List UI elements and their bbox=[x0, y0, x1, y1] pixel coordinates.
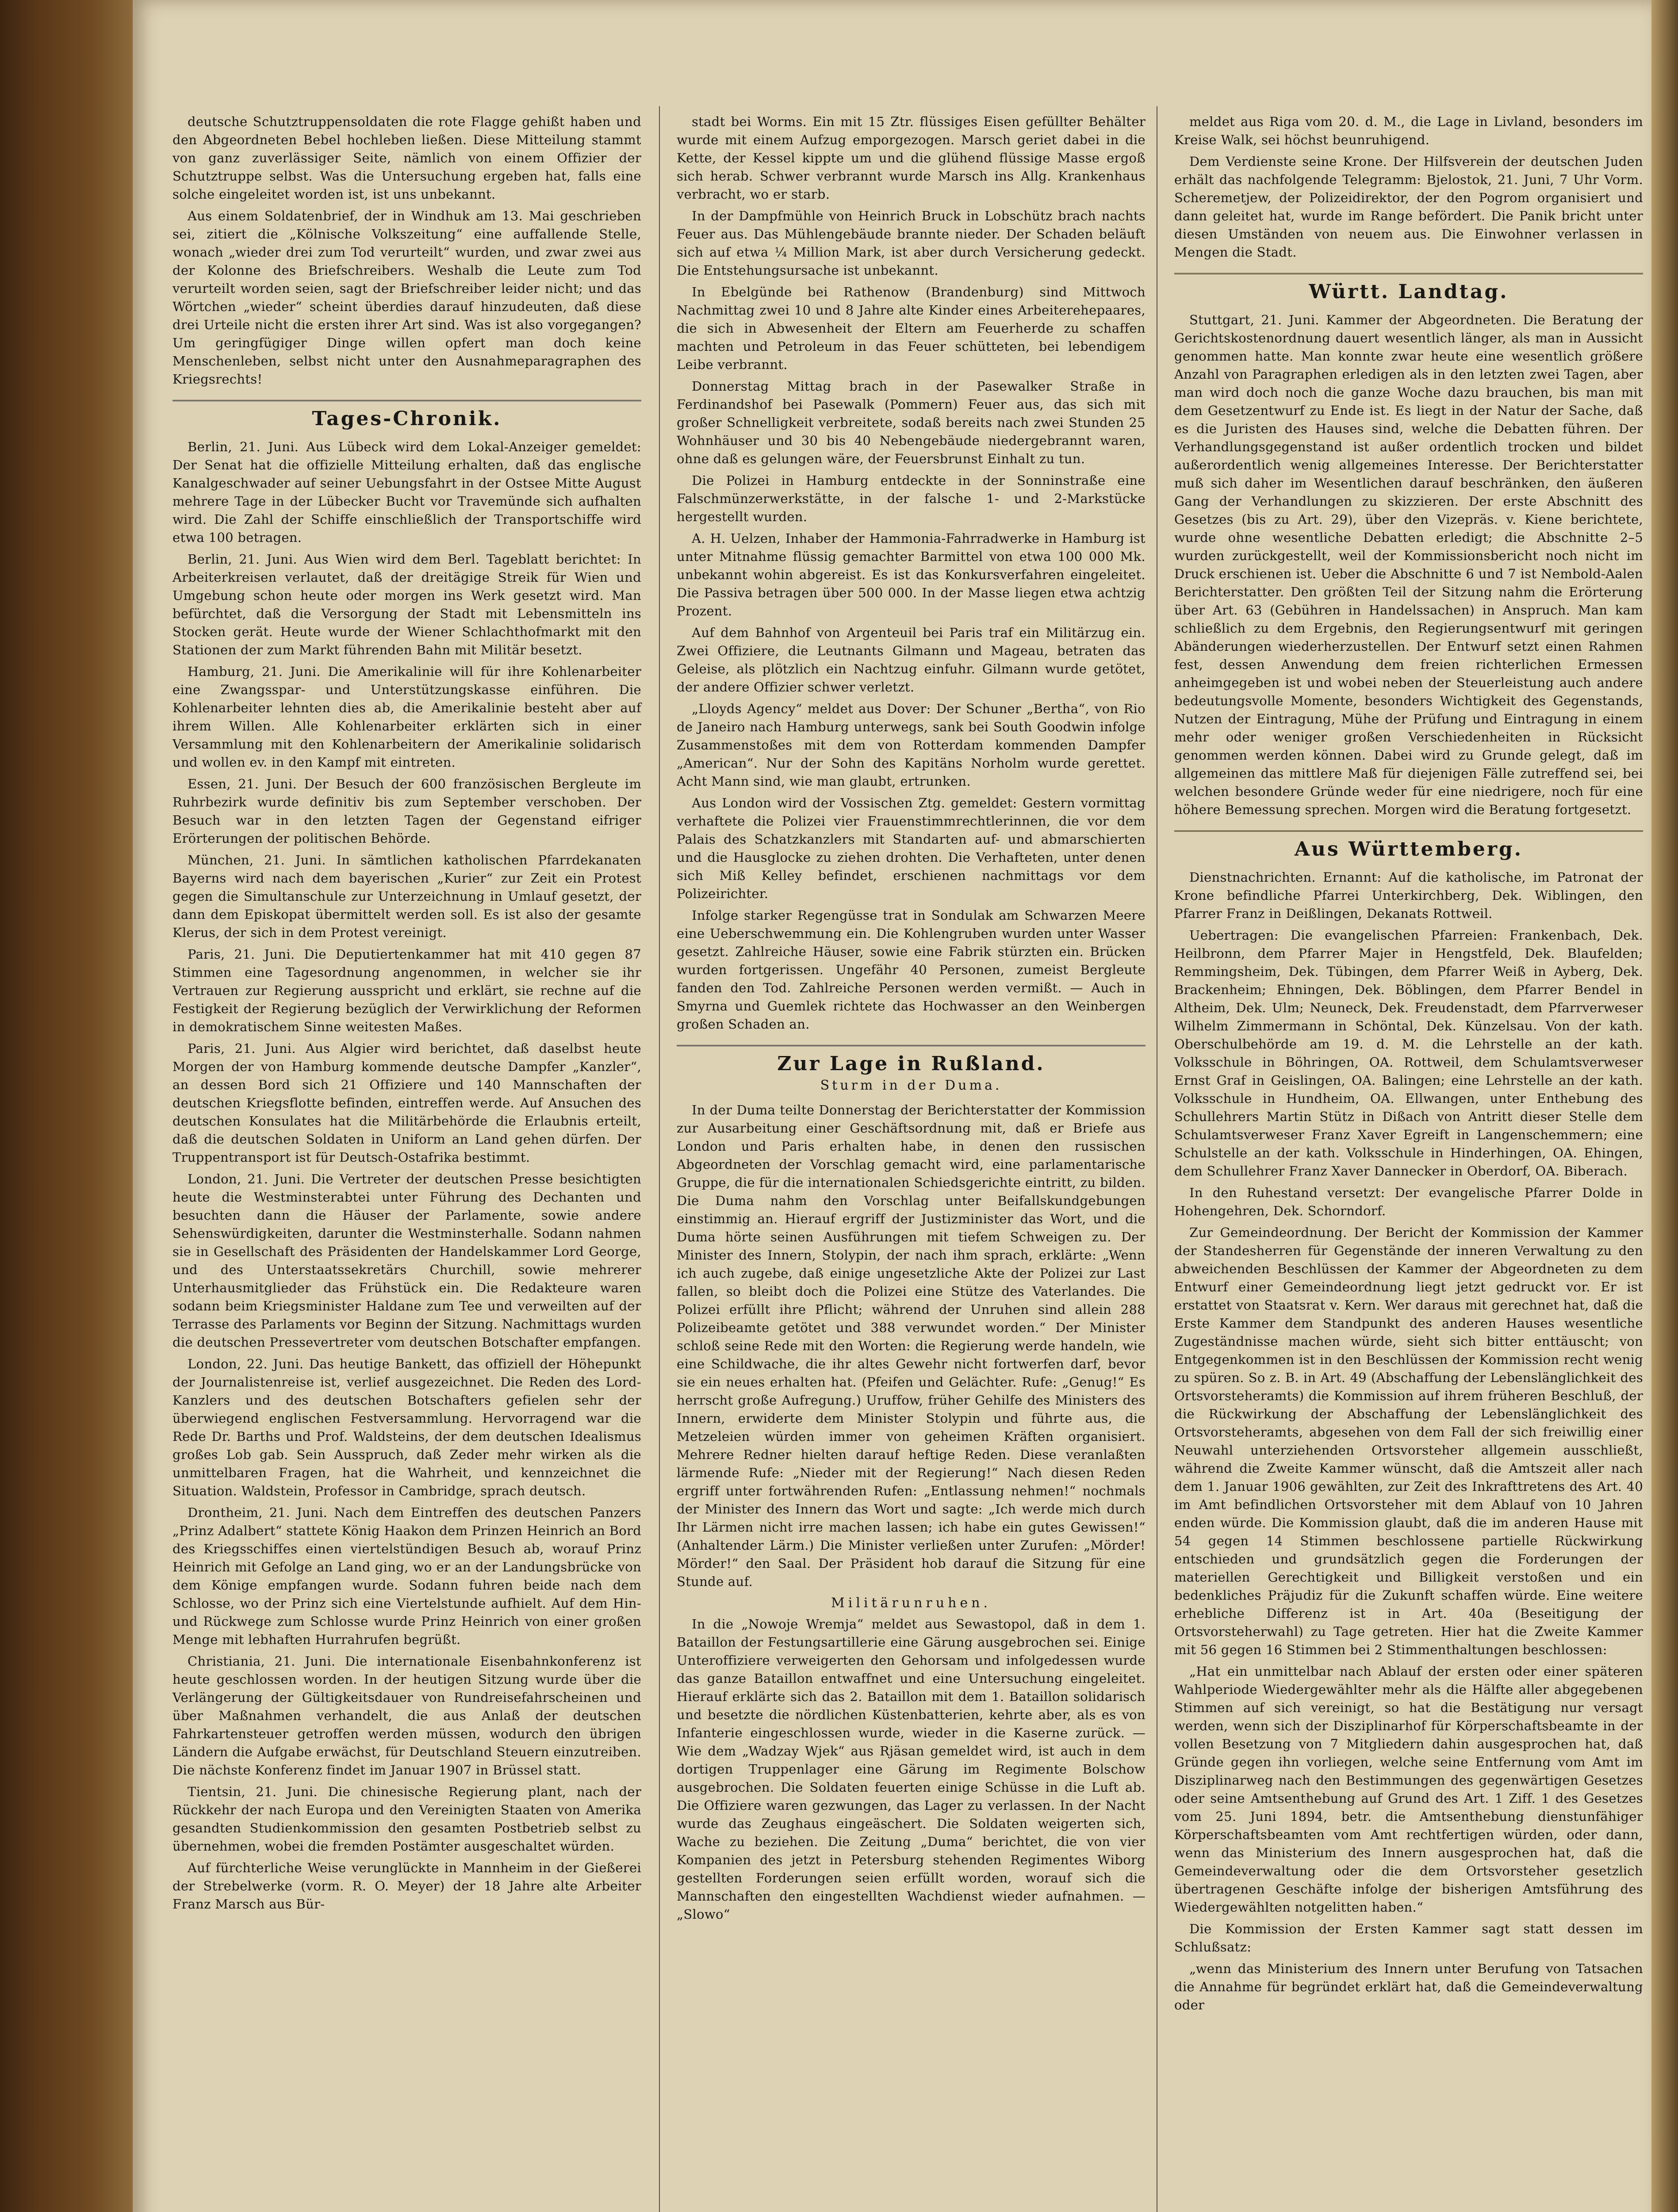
paragraph: In der Duma teilte Donnerstag der Berichterstatter der Kommission zur Ausarbeitung einer Geschäftsordnung mit, daß er Briefe aus London und Paris erhalten habe, in denen den russischen Abgeordneten der Vorschlag gemacht wird, eine parlamentarische Gruppe, die für die internationalen Schiedsgerichte eintritt, zu bilden. Die Duma nahm den Vorschlag unter Beifallskundgebungen einstimmig an. Hierauf ergriff der Justizminister das Wort, und die Duma hörte seinen Ausführungen mit tiefem Schweigen zu. Der Minister des Innern, Stolypin, der nach ihm sprach, erklärte: „Wenn ich auch zugebe, daß einige ungesetzliche Akte der Polizei zur Last fallen, so bleibt doch die Polizei eine Stütze des Vaterlandes. Die Polizei erfüllt ihre Pflicht; während der Unruhen sind allein 288 Polizeibeamte getötet und 388 verwundet worden.“ Der Minister schloß seine Rede mit den Worten: die Regierung werde handeln, wie eine Schildwache, die ihr altes Gewehr nicht fortwerfen darf, bevor sie ein neues erhalten hat. (Pfeifen und Gelächter. Rufe: „Genug!“ Es herrscht große Aufregung.) Uruffow, früher Gehilfe des Ministers des Innern, erwiderte dem Minister Stolypin und führte aus, die Metzeleien würden immer von geheimen Kräften organisiert. Mehrere Redner hielten darauf heftige Reden. Diese veranlaßten lärmende Rufe: „Nieder mit der Regierung!“ Nach diesen Reden ergriff unter fortwährenden Rufen: „Entlassung nehmen!“ nochmals der Minister des Innern das Wort und sagte: „Ich werde mich durch Ihr Lärmen nicht irre machen lassen; ich habe ein gutes Gewissen!“ (Anhaltender Lärm.) Die Minister verließen unter Zurufen: „Mörder! Mörder!“ den Saal. Der Präsident hob darauf die Sitzung für eine Stunde auf. bbox=[677, 1102, 1145, 1589]
paragraph: Uebertragen: Die evangelischen Pfarreien: Frankenbach, Dek. Heilbronn, dem Pfarrer Majer in Hengstfeld, Dek. Blaufelden; Remmingsheim, Dek. Tübingen, dem Pfarrer Weiß in Ayberg, Dek. Brackenheim; Ehningen, Dek. Böblingen, dem Pfarrer Bendel in Altheim, Dek. Ulm; Neuneck, Dek. Freudenstadt, dem Pfarrverweser Wilhelm Zimmermann in Schöntal, Dek. Künzelsau. Von der kath. Oberschulbehörde am 19. d. M. die Lehrstelle an der kath. Volksschule in Böhringen, OA. Rottweil, dem Schulamtsverweser Ernst Graf in Geislingen, OA. Balingen; eine Lehrstelle an der kath. Volksschule in Hundheim, OA. Ellwangen, unter Enthebung des Schullehrers Martin Stütz in Dißach von Antritt dieser Stelle dem Schulamtsverweser Franz Xaver Egreift in Langenschemmern; eine Schulstelle an der kath. Volksschule in Hinderhingen, OA. Ehingen, dem Schullehrer Franz Xaver Dannecker in Oberdorf, OA. Biberach. bbox=[1174, 928, 1643, 1179]
column-3 bbox=[1161, 113, 1651, 2212]
paragraph: London, 22. Juni. Das heutige Bankett, das offiziell der Höhepunkt der Journalistenreise ist, verlief ausgezeichnet. Die Reden des Lord-Kanzlers und des deutschen Botschafters gefielen sehr der überwiegend englischen Festversammlung. Hervorragend war die Rede Dr. Barths und Prof. Waldsteins, der dem deutschen Idealismus großes Lob gab. Sein Ausspruch, daß Zeder mehr wirken als die unmittelbaren Fragen, hat die Wahrheit, und kennzeichnet die Situation. Waldstein, Professor in Cambridge, sprach deutsch. bbox=[172, 1356, 641, 1498]
paragraph: „Lloyds Agency“ meldet aus Dover: Der Schuner „Bertha“, von Rio de Janeiro nach Hamburg unterwegs, sank bei South Goodwin infolge Zusammenstoßes mit dem von Rotterdam kommenden Dampfer „American“. Nur der Sohn des Kapitäns Norholm wurde gerettet. Acht Mann sind, wie man glaubt, ertrunken. bbox=[677, 701, 1145, 789]
section-title: Württ. Landtag. bbox=[1309, 280, 1509, 303]
paragraph: In der Dampfmühle von Heinrich Bruck in Lobschütz brach nachts Feuer aus. Das Mühlengebäude brannte nieder. Der Schaden beläuft sich auf etwa ¼ Million Mark, ist aber durch Versicherung gedeckt. Die Entstehungsursache ist unbekannt. bbox=[677, 208, 1145, 278]
paragraph: In den Ruhestand versetzt: Der evangelische Pfarrer Dolde in Hohengehren, Dek. Schorndorf. bbox=[1174, 1185, 1643, 1218]
paragraph: Aus einem Soldatenbrief, der in Windhuk am 13. Mai geschrieben sei, zitiert die „Kölnische Volkszeitung“ eine auffallende Stelle, wonach „wieder drei zum Tod verurteilt“ wurden, und zwar zwei aus der Kolonne des Briefschreibers. Weshalb die Leute zum Tod verurteilt worden seien, sagt der Briefschreiber leider nicht; und das Wörtchen „wieder“ scheint überdies darauf hinzudeuten, daß diese drei Urteile nicht die ersten ihrer Art sind. Was ist also vorgegangen? Um geringfügiger Dinge willen opfert man doch keine Menschenleben, selbst nicht unter den Ausnahmeparagraphen des Kriegsrechts! bbox=[172, 208, 641, 387]
paragraph: Dem Verdienste seine Krone. Der Hilfsverein der deutschen Juden erhält das nachfolgende Telegramm: Bjelostok, 21. Juni, 7 Uhr Vorm. Scheremetjew, der Polizeidirektor, der den Pogrom organisiert und dann geleitet hat, wurde im Range befördert. Die Panik bricht unter diesen Umständen von neuem aus. Die Einwohner verlassen in Mengen die Stadt. bbox=[1174, 154, 1643, 260]
paragraph: meldet aus Riga vom 20. d. M., die Lage in Livland, besonders im Kreise Walk, sei höchst beunruhigend. bbox=[1174, 114, 1643, 147]
section-title: Zur Lage in Rußland. bbox=[777, 1052, 1045, 1075]
paragraph: Infolge starker Regengüsse trat in Sondulak am Schwarzen Meere eine Ueberschwemmung ein. Die Kohlengruben wurden unter Wasser gesetzt. Zahlreiche Häuser, sowie eine Fabrik stürzten ein. Brücken wurden fortgerissen. Ungefähr 40 Personen, zumeist Bergleute fanden den Tod. Zahlreiche Personen werden vermißt. — Auch in Smyrna und Guemlek richtete das Hochwasser an den Weinbergen großen Schaden an. bbox=[677, 908, 1145, 1032]
paragraph: Auf fürchterliche Weise verunglückte in Mannheim in der Gießerei der Strebelwerke (vorm. R. O. Meyer) der 18 Jahre alte Arbeiter Franz Marsch aus Bür- bbox=[172, 1860, 641, 1912]
subsection-title: Militärunruhen. bbox=[831, 1595, 992, 1611]
paragraph: „wenn das Ministerium des Innern unter Berufung von Tatsachen die Annahme für begründet erklärt hat, daß die Gemeindeverwaltung oder bbox=[1174, 1961, 1643, 2012]
paragraph: A. H. Uelzen, Inhaber der Hammonia-Fahrradwerke in Hamburg ist unter Mitnahme flüssig gemachter Barmittel von etwa 100 000 Mk. unbekannt wohin abgereist. Es ist das Konkursverfahren eingeleitet. Die Passiva betragen über 500 000. In der Masse liegen etwa achtzig Prozent. bbox=[677, 531, 1145, 618]
paragraph: Essen, 21. Juni. Der Besuch der 600 französischen Bergleute im Ruhrbezirk wurde definitiv bis zum September verschoben. Der Besuch war in den letzten Tagen der Gegenstand eifriger Erörterungen der politischen Behörde. bbox=[172, 776, 641, 846]
paragraph: Hamburg, 21. Juni. Die Amerikalinie will für ihre Kohlenarbeiter eine Zwangsspar- und Unterstützungskasse einführen. Die Kohlenarbeiter lehnten dies ab, die Amerikalinie besteht aber auf ihrem Willen. Alle Kohlenarbeiter erklärten sich in einer Versammlung mit den Kohlenarbeitern der Amerikalinie solidarisch und wollen ev. in den Kampf mit eintreten. bbox=[172, 664, 641, 770]
paragraph: Aus London wird der Vossischen Ztg. gemeldet: Gestern vormittag verhaftete die Polizei vier Frauenstimmrechtlerinnen, die vor dem Palais des Schatzkanzlers mit Standarten auf- und abmarschierten und die Hausglocke zu ziehen drohten. Die Verhafteten, unter denen sich Miß Kelley befindet, erschienen nachmittags vor dem Polizeirichter. bbox=[677, 795, 1145, 901]
paragraph: Berlin, 21. Juni. Aus Wien wird dem Berl. Tageblatt berichtet: In Arbeiterkreisen verlautet, daß der dreitägige Streik für Wien und Umgebung schon heute oder morgen ins Werk gesetzt wird. Man befürchtet, daß die Versorgung der Stadt mit Lebensmitteln ins Stocken gerät. Heute wurde der Wiener Schlachthofmarkt mit den Stationen der zum Markt führenden Bahn mit Militär besetzt. bbox=[172, 552, 641, 657]
paragraph: deutsche Schutztruppensoldaten die rote Flagge gehißt haben und den Abgeordneten Bebel hochleben ließen. Diese Mitteilung stammt von ganz zuverlässiger Seite, nämlich von einem Offizier der Schutztruppe selbst. Was die Untersuchung ergeben hat, falls eine solche eingeleitet worden ist, ist uns unbekannt. bbox=[172, 114, 641, 202]
paragraph: In Ebelgünde bei Rathenow (Brandenburg) sind Mittwoch Nachmittag zwei 10 und 8 Jahre alte Kinder eines Arbeiterehepaares, die sich in Abwesenheit der Eltern am Feuerherde zu schaffen machten und Petroleum in das Feuer schütteten, bei lebendigem Leibe verbrannt. bbox=[677, 284, 1145, 372]
paragraph: Paris, 21. Juni. Aus Algier wird berichtet, daß daselbst heute Morgen der von Hamburg kommende deutsche Dampfer „Kanzler“, an dessen Bord sich 21 Offiziere und 140 Mannschaften der deutschen Kriegsflotte befinden, eintreffen werde. Auf Ansuchen des deutschen Konsulates hat die Militärbehörde die Erlaubnis erteilt, daß die deutschen Soldaten in Uniform an Land gehen dürfen. Der Truppentransport ist für Deutsch-Ostafrika bestimmt. bbox=[172, 1041, 641, 1165]
page-edge bbox=[1651, 0, 1678, 2212]
column-rule bbox=[659, 106, 660, 2212]
paragraph: Dienstnachrichten. Ernannt: Auf die katholische, im Patronat der Krone befindliche Pfarrei Unterkirchberg, Dek. Wiblingen, den Pfarrer Franz in Deißlingen, Dekanats Rottweil. bbox=[1174, 870, 1643, 921]
book-binding bbox=[0, 0, 133, 2212]
paragraph: Zur Gemeindeordnung. Der Bericht der Kommission der Kammer der Standesherren für Gegenstände der inneren Verwaltung zu den abweichenden Beschlüssen der Kammer der Abgeordneten zu dem Entwurf einer Gemeindeordnung liegt jetzt gedruckt vor. Er ist erstattet von Staatsrat v. Kern. Wer daraus mit gerechnet hat, daß die Erste Kammer dem Standpunkt des anderen Hauses wesentliche Zugeständnisse machen würde, sieht sich bitter enttäuscht; von Entgegenkommen ist in den Beschlüssen der Kommission recht wenig zu spüren. So z. B. in Art. 49 (Abschaffung der Lebenslänglichkeit des Ortsvorsteheramts) die Kommission auf ihrem früheren Beschluß, der die Rückwirkung der Abschaffung der Lebenslänglichkeit des Ortsvorsteheramts, abgesehen von dem Fall der sich freiwillig einer Neuwahl unterziehenden Ortsvorsteher allgemein ausschließt, während die Zweite Kammer wünscht, daß die Amtszeit aller nach dem 1. Januar 1906 gewählten, zur Zeit des Inkrafttretens des Art. 40 im Amt befindlichen Ortsvorsteher mit dem Ablauf von 10 Jahren enden würde. Die Kommission glaubt, daß die im anderen Hause mit 54 gegen 14 Stimmen beschlossene partielle Rückwirkung entschieden und grundsätzlich gegen die Forderungen der materiellen Gerechtigkeit und Billigkeit verstoßen und ein bedenkliches Präjudiz für die Zukunft schaffen würde. Eine weitere erhebliche Differenz ist in Art. 40a (Beseitigung der Ortsvorsteherwahl) zu Tage getreten. Hier hat die Zweite Kammer mit 56 gegen 16 Stimmen bei 2 Stimmenthaltungen beschlossen: bbox=[1174, 1225, 1643, 1657]
section-header bbox=[677, 1045, 1145, 1093]
column-2 bbox=[663, 113, 1159, 2212]
section-title: Tages-Chronik. bbox=[312, 407, 502, 430]
section-header bbox=[1174, 830, 1643, 860]
paragraph: Berlin, 21. Juni. Aus Lübeck wird dem Lokal-Anzeiger gemeldet: Der Senat hat die offizielle Mitteilung erhalten, daß das englische Kanalgeschwader auf seiner Uebungsfahrt in der Ostsee Mitte August mehrere Tage in der Lübecker Bucht vor Travemünde sich aufhalten wird. Die Zahl der Schiffe einschließlich der Transportschiffe wird etwa 100 betragen. bbox=[172, 439, 641, 545]
newspaper-page bbox=[133, 0, 1651, 2212]
column-1 bbox=[159, 113, 655, 2212]
paragraph: In die „Nowoje Wremja“ meldet aus Sewastopol, daß in dem 1. Bataillon der Festungsartillerie eine Gärung ausgebrochen sei. Einige Unteroffiziere verweigerten den Gehorsam und infolgedessen wurde das ganze Bataillon entwaffnet und eine Untersuchung eingeleitet. Hierauf erklärte sich das 2. Bataillon mit dem 1. Bataillon solidarisch und besetzte die nördlichen Küstenbatterien, kehrte aber, als es von Infanterie eingeschlossen wurde, wieder in die Kaserne zurück. — Wie dem „Wadzay Wjek“ aus Rjäsan gemeldet wird, ist auch in dem dortigen Truppenlager eine Gärung im Regimente Bolschow ausgebrochen. Die Soldaten feuerten einige Schüsse in die Luft ab. Die Offiziere waren gezwungen, das Lager zu verlassen. In der Nacht wurde das Zeughaus eingeäschert. Die Soldaten weigerten sich, Wache zu beziehen. Die Zeitung „Duma“ berichtet, die von vier Kompanien des jetzt in Petersburg stehenden Regimentes Wiborg gestellten Forderungen seien erfüllt worden, worauf sich die Mannschaften den eingestellten Wachdienst wieder aufnahmen. — „Slowo“ bbox=[677, 1617, 1145, 1922]
paragraph: London, 21. Juni. Die Vertreter der deutschen Presse besichtigten heute die Westminsterabtei unter Führung des Dechanten und besuchten dann die Häuser der Parlamente, sowie andere Sehenswürdigkeiten, darunter die Westminsterhalle. Sodann nahmen sie in Gesellschaft des Präsidenten der Handelskammer Lord George, und des Unterstaatssekretärs Churchill, sowie mehrerer Unterhausmitglieder das Frühstück ein. Die Redakteure waren sodann beim Kriegsminister Haldane zum Tee und verweilten auf der Terrasse des Parlaments vor Beginn der Sitzung. Nachmittags wurden die deutschen Pressevertreter vom deutschen Botschafter empfangen. bbox=[172, 1171, 641, 1350]
paragraph: München, 21. Juni. In sämtlichen katholischen Pfarrdekanaten Bayerns wird nach dem bayerischen „Kurier“ zur Zeit ein Protest gegen die Simultanschule zur Unterzeichnung in Umlauf gesetzt, der dann dem Episkopat übermittelt werden soll. Es ist also der gesamte Klerus, der sich in dem Protest vereinigt. bbox=[172, 853, 641, 940]
section-header bbox=[1174, 273, 1643, 303]
paragraph: Die Kommission der Ersten Kammer sagt statt dessen im Schlußsatz: bbox=[1174, 1921, 1643, 1955]
section-header bbox=[172, 400, 641, 430]
paragraph: Die Polizei in Hamburg entdeckte in der Sonninstraße eine Falschmünzerwerkstätte, in der falsche 1- und 2-Markstücke hergestellt wurden. bbox=[677, 473, 1145, 524]
section-title: Aus Württemberg. bbox=[1294, 838, 1523, 860]
paragraph: Paris, 21. Juni. Die Deputiertenkammer hat mit 410 gegen 87 Stimmen eine Tagesordnung angenommen, in welcher sie ihr Vertrauen zur Regierung ausspricht und erklärt, sie rechne auf die Festigkeit der Regierung bezüglich der Verwirklichung der Reformen in demokratischem Sinne weitesten Maßes. bbox=[172, 947, 641, 1034]
paragraph: Christiania, 21. Juni. Die internationale Eisenbahnkonferenz ist heute geschlossen worden. In der heutigen Sitzung wurde über die Verlängerung der Gültigkeitsdauer von Rundreisefahrscheinen und über Maßnahmen verhandelt, die aus Anlaß der deutschen Fahrkartensteuer getroffen werden müssen, wodurch den übrigen Ländern die Aufgabe erwächst, für Deutschland Steuern einzutreiben. Die nächste Konferenz findet im Januar 1907 in Brüssel statt. bbox=[172, 1654, 641, 1778]
paragraph: Auf dem Bahnhof von Argenteuil bei Paris traf ein Militärzug ein. Zwei Offiziere, die Leutnants Gilmann und Mageau, betraten das Geleise, als plötzlich ein Nachtzug einfuhr. Gilmann wurde getötet, der andere Offizier schwer verletzt. bbox=[677, 625, 1145, 695]
paragraph: Stuttgart, 21. Juni. Kammer der Abgeordneten. Die Beratung der Gerichtskostenordnung dauert wesentlich länger, als man in Aussicht genommen hatte. Man konnte zwar heute eine wesentlich größere Anzahl von Paragraphen erledigen als in den letzten zwei Tagen, aber man wird doch noch die ganze Woche dazu brauchen, bis man mit dem Gesetzentwurf zu Ende ist. Es liegt in der Natur der Sache, daß es die Juristen des Hauses sind, welche die Debatten führen. Der Verhandlungsgegenstand ist außer ordentlich trocken und bildet außerordentlich wenig allgemeines Interesse. Der Berichterstatter muß sich daher im Wesentlichen darauf beschränken, den äußeren Gang der Verhandlungen zu skizzieren. Der erste Abschnitt des Gesetzes (bis zu Art. 29), über den Vizepräs. v. Kiene berichtete, wurde ohne wesentliche Debatten erledigt; die Abschnitte 2–5 wurden zurückgestellt, weil der Kommissionsbericht noch nicht im Druck erschienen ist. Ueber die Abschnitte 6 und 7 ist Nembold-Aalen Berichterstatter. Den größten Teil der Sitzung nahm die Erörterung über Art. 63 (Gebühren in Handelssachen) in Anspruch. Man kam schließlich zu dem Ergebnis, den Regierungsentwurf mit geringen Abänderungen wiederherzustellen. Der Entwurf setzt einen Rahmen fest, dessen Anwendung dem freien richterlichen Ermessen anheimgegeben ist und wobei neben der Steuerleistung auch andere bedeutungsvolle Momente, besonders Wichtigkeit des Gegenstands, Nutzen der Eintragung, Mühe der Prüfung und Eintragung in einem mehr oder weniger großen Verschiedenheiten in Rücksicht genommen werden können. Dabei wird zu Grunde gelegt, daß im allgemeinen das mittlere Maß für diejenigen Fälle zutreffend sei, bei welchen besondere Gründe weder für eine niedrigere, noch für eine höhere Bemessung sprechen. Morgen wird die Beratung fortgesetzt. bbox=[1174, 312, 1643, 817]
paragraph: „Hat ein unmittelbar nach Ablauf der ersten oder einer späteren Wahlperiode Wiedergewählter mehr als die Hälfte aller abgegebenen Stimmen auf sich vereinigt, so hat die Bestätigung nur versagt werden, wenn sich der Disziplinarhof für Körperschaftsbeamte in der vollen Besetzung von 7 Mitgliedern dahin ausgesprochen hat, daß Gründe gegen ihn vorliegen, welche seine Entfernung vom Amt im Disziplinarweg nach den Bestimmungen des gegenwärtigen Gesetzes oder seine Amtsenthebung auf Grund des Art. 1 Ziff. 1 des Gesetzes vom 25. Juni 1894, betr. die Amtsenthebung dienstunfähiger Körperschaftsbeamten vom Amt rechtfertigen würden, oder dann, wenn das Ministerium des Innern ausgesprochen hat, daß die Gemeindeverwaltung oder die dem Ortsvorsteher gesetzlich übertragenen Geschäfte infolge der bisherigen Amtsführung des Wiedergewählten notgelitten haben.“ bbox=[1174, 1664, 1643, 1915]
paragraph: Drontheim, 21. Juni. Nach dem Eintreffen des deutschen Panzers „Prinz Adalbert“ stattete König Haakon dem Prinzen Heinrich an Bord des Kriegsschiffes einen viertelstündigen Besuch ab, worauf Prinz Heinrich mit Gefolge an Land ging, wo er an der Landungsbrücke von dem Könige empfangen wurde. Sodann fuhren beide nach dem Schlosse, wo der Prinz sich eine Viertelstunde aufhielt. Auf dem Hin- und Rückwege zum Schlosse wurde Prinz Heinrich von einer großen Menge mit lebhaften Hurrahrufen begrüßt. bbox=[172, 1505, 641, 1647]
paragraph: Tientsin, 21. Juni. Die chinesische Regierung plant, nach der Rückkehr der nach Europa und den Vereinigten Staaten von Amerika gesandten Studienkommission den gesamten Postbetrieb selbst zu übernehmen, wobei die fremden Postämter ausgeschaltet würden. bbox=[172, 1784, 641, 1854]
paragraph: stadt bei Worms. Ein mit 15 Ztr. flüssiges Eisen gefüllter Behälter wurde mit einem Aufzug emporgezogen. Marsch geriet dabei in die Kette, der Kessel kippte um und die glühend flüssige Masse ergoß sich herab. Schwer verbrannt wurde Marsch ins Allg. Krankenhaus verbracht, wo er starb. bbox=[677, 114, 1145, 202]
section-subtitle: Sturm in der Duma. bbox=[820, 1078, 1002, 1093]
paragraph: Donnerstag Mittag brach in der Pasewalker Straße in Ferdinandshof bei Pasewalk (Pommern) Feuer aus, das sich mit großer Schnelligkeit verbreitete, sodaß bereits nach zwei Stunden 25 Wohnhäuser und 30 bis 40 Nebengebäude niedergebrannt waren, ohne daß es gelungen wäre, der Feuersbrunst Einhalt zu tun. bbox=[677, 379, 1145, 466]
